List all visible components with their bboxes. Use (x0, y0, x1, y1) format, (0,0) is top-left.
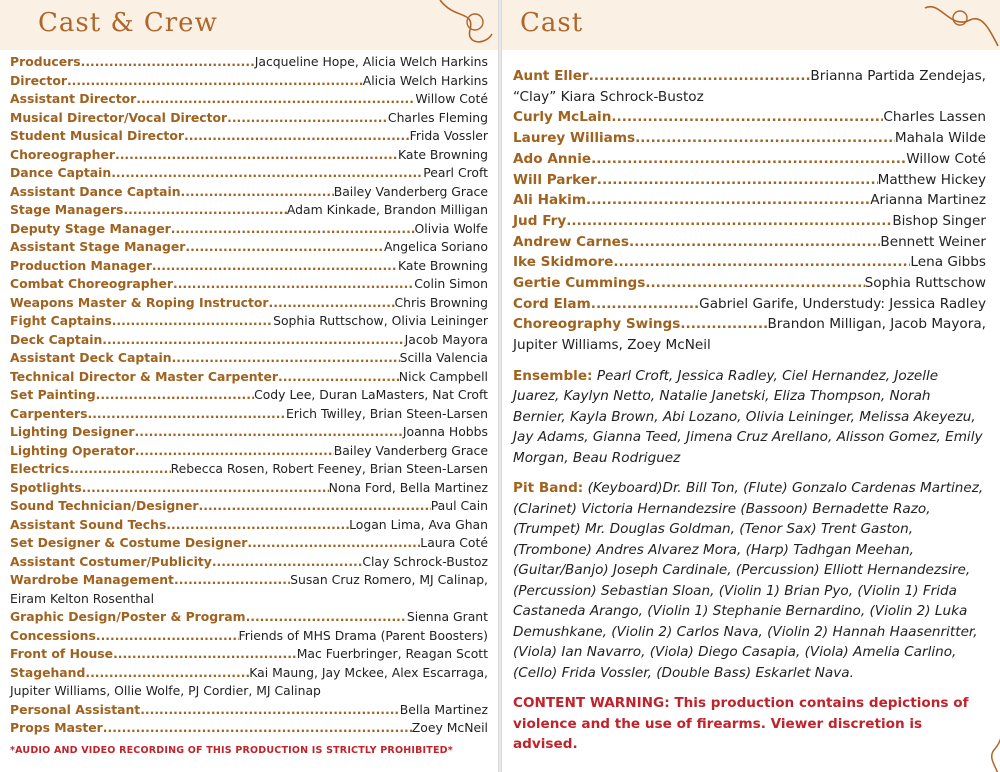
credit-names: Charles Lassen (883, 109, 986, 126)
dot-leader (112, 312, 273, 331)
ensemble-block (513, 366, 986, 469)
credit-names: Erich Twilley, Brian Steen-Larsen (285, 405, 488, 421)
credit-row (10, 479, 488, 498)
credit-row (10, 405, 488, 424)
dot-leader (136, 90, 415, 109)
credit-row (513, 273, 986, 294)
credit-names: Clay Schrock-Bustoz (362, 553, 488, 569)
dot-leader (69, 460, 170, 479)
credit-names: Willow Coté (906, 150, 986, 167)
pit-band-label: Pit Band: (513, 480, 584, 497)
credit-names: Matthew Hickey (877, 171, 986, 188)
pit-band-text: (Keyboard)Dr. Bill Ton, (Flute) Gonzalo Cardenas Martinez, (Clarinet) Victoria Hernandezsire (Bassoon) Bernadette Razo, (Trumpet) Mr. Douglas Goldman, (Tenor Sax) Trent Gaston, (Trombone) Andres Alvarez Mora, (Harp) Tadhgan Meehan, (Guitar/Banjo) Joseph Cardinale, (Percussion) Elliott Hernandezsire, (Percussion) Sebastian Sloan, (Violin 1) Brian Pyo, (Violin 1) Frida Castaneda Arango, (Violin 1) Stephanie Bernardino, (Violin 2) Luka Demushkane, (Violin 2) Carlos Nava, (Violin 2) Hannah Haasenritter, (Viola) Ian Navarro, (Viola) Diego Casapia, (Viola) Amelia Carlino, (Cello) Frida Vossler, (Double Bass) Eskarlet Nava. (513, 480, 984, 681)
credit-row (10, 220, 488, 239)
credit-role: Sound Technician/Designer (10, 498, 199, 513)
dot-leader (680, 314, 767, 335)
content-warning: CONTENT WARNING: This production contains depictions of violence and the use of firearms. Viewer discretion is advised. (513, 695, 969, 753)
credit-names: Mac Fuerbringer, Reagan Scott (296, 646, 488, 661)
cast-section (502, 50, 1000, 755)
credit-row (513, 107, 986, 128)
credit-row (10, 53, 488, 72)
credit-role: Combat Choreographer (10, 276, 173, 291)
credit-role: Stage Managers (10, 202, 124, 217)
credit-role: Concessions (10, 627, 96, 643)
credit-names: Kai Maung, Jay Mckee, Alex Escarraga, (249, 664, 488, 680)
credit-names: Alicia Welch Harkins (362, 72, 488, 88)
credit-names: Chris Browning (394, 294, 488, 310)
credit-names: Brandon Milligan, Jacob Mayora, (767, 316, 986, 333)
credit-role: Choreographer (10, 146, 115, 162)
dot-leader (635, 128, 895, 149)
credit-role: Director (10, 72, 67, 88)
credit-row (10, 516, 488, 535)
credit-names: Adam Kinkade, Brandon Milligan (286, 202, 488, 217)
credit-row (10, 109, 488, 128)
credit-names: Joanna Hobbs (402, 424, 488, 439)
credit-names: Nona Ford, Bella Martinez (328, 479, 488, 495)
credit-role: Assistant Director (10, 91, 137, 106)
credit-names: Jacob Mayora (404, 331, 488, 347)
dot-leader (629, 232, 880, 253)
dot-leader (81, 53, 255, 72)
credit-row (10, 312, 488, 331)
dot-leader (87, 405, 285, 424)
credit-role: Props Master (10, 720, 103, 735)
credit-names: Nick Campbell (398, 368, 488, 384)
credit-names: Friends of MHS Drama (Parent Boosters) (238, 627, 488, 643)
credit-names: Logan Lima, Ava Ghan (349, 516, 488, 532)
credit-names: Bella Martinez (399, 701, 488, 717)
credit-role: Assistant Dance Captain (10, 183, 181, 199)
credit-role: Ado Annie (513, 150, 592, 167)
credit-role: Lighting Operator (10, 442, 135, 458)
dot-leader (173, 275, 414, 294)
credit-role: Curly McLain (513, 109, 612, 126)
dot-leader (113, 645, 297, 664)
credit-names: Bailey Vanderberg Grace (333, 442, 488, 458)
right-page-title: Cast (520, 8, 584, 38)
credit-role: Set Painting (10, 387, 96, 402)
credit-names: Laura Coté (420, 535, 488, 550)
recording-warning: *AUDIO AND VIDEO RECORDING OF THIS PRODUCTION IS STRICTLY PROHIBITED* (10, 744, 453, 756)
credit-names: Cody Lee, Duran LaMasters, Nat Croft (254, 387, 488, 402)
credit-row (10, 442, 488, 461)
credit-row (513, 252, 986, 273)
pit-band-block (513, 478, 986, 683)
credit-row (10, 608, 488, 627)
credit-names: Colin Simon (414, 276, 488, 291)
credit-names: Brianna Partida Zendejas, (810, 68, 986, 84)
credit-row (513, 149, 986, 170)
credit-row (10, 423, 488, 442)
credit-row (10, 238, 488, 257)
credit-role: Deputy Stage Manager (10, 220, 171, 236)
credit-names: Rebecca Rosen, Robert Feeney, Brian Steen-Larsen (170, 461, 488, 476)
credit-role: Producers (10, 54, 81, 69)
credit-names: Willow Coté (415, 91, 488, 106)
dot-leader (184, 127, 410, 146)
credit-names: Paul Cain (430, 498, 488, 513)
credit-names: Kate Browning (398, 257, 488, 273)
ensemble-label: Ensemble: (513, 367, 593, 384)
credit-row (10, 701, 488, 720)
credit-role: Front of House (10, 646, 114, 661)
dot-leader (181, 183, 334, 202)
dot-leader (597, 170, 878, 191)
dot-leader (82, 479, 329, 498)
dot-leader (247, 534, 420, 553)
credit-role: Assistant Costumer/Publicity (10, 553, 212, 569)
dot-leader (246, 608, 407, 627)
credit-row (513, 232, 986, 253)
credit-role: Cord Elam (513, 295, 591, 312)
credit-names: Zoey McNeil (411, 720, 488, 735)
credit-row (513, 190, 986, 211)
credit-row (10, 127, 488, 146)
dot-leader (586, 190, 870, 211)
dot-leader (171, 220, 415, 239)
credit-role: Personal Assistant (10, 701, 141, 717)
credit-names-continued: Jupiter Williams, Ollie Wolfe, PJ Cordier, MJ Calinap (10, 683, 321, 698)
credit-role: Wardrobe Management (10, 572, 174, 587)
credit-names-continued: Eiram Kelton Rosenthal (10, 590, 155, 606)
dot-leader (185, 238, 384, 257)
dot-leader (115, 146, 398, 165)
credit-role: Fight Captains (10, 313, 112, 328)
credit-row (10, 460, 488, 479)
credit-role: Gertie Cummings (513, 275, 646, 292)
credit-row (10, 72, 488, 91)
right-page (502, 0, 1000, 772)
credit-row (10, 645, 488, 664)
credit-role: Electrics (10, 461, 70, 476)
credit-role: Assistant Deck Captain (10, 350, 172, 365)
credit-names: Bennett Weiner (880, 233, 986, 250)
credit-role: Will Parker (513, 171, 597, 188)
credit-names: Sophia Ruttschow (864, 275, 986, 292)
dot-leader (135, 423, 403, 442)
dot-leader (140, 701, 400, 720)
credit-names-continued: “Clay” Kiara Schrock-Bustoz (513, 88, 704, 105)
dot-leader (102, 331, 404, 350)
left-page (0, 0, 498, 772)
credit-names: Olivia Wolfe (414, 220, 488, 236)
credit-names: Mahala Wilde (894, 130, 986, 147)
credit-row (10, 294, 488, 313)
dot-leader (172, 349, 400, 368)
dot-leader (591, 149, 906, 170)
credit-role: Student Musical Director (10, 128, 184, 143)
right-header (502, 0, 1000, 50)
dot-leader (67, 72, 363, 91)
credit-row (513, 294, 986, 315)
credit-role: Weapons Master & Roping Instructor (10, 294, 269, 310)
credit-row (10, 627, 488, 646)
dot-leader (85, 664, 249, 683)
credit-names: Angelica Soriano (383, 239, 488, 254)
credit-names: Susan Cruz Romero, MJ Calinap, (290, 572, 488, 587)
credit-row (10, 183, 488, 202)
credit-row (10, 201, 488, 220)
credit-row (10, 90, 488, 109)
credit-row (513, 170, 986, 191)
credit-names: Lena Gibbs (910, 254, 986, 271)
credit-role: Lighting Designer (10, 424, 135, 439)
dot-leader (611, 107, 883, 128)
credit-row (10, 146, 488, 165)
credit-row (513, 211, 986, 232)
left-page-title: Cast & Crew (38, 8, 218, 38)
credit-role: Assistant Stage Manager (10, 239, 186, 254)
credit-row (513, 314, 986, 335)
credit-role: Andrew Carnes (513, 233, 629, 250)
dot-leader (199, 497, 431, 516)
credit-role: Set Designer & Costume Designer (10, 535, 248, 550)
dot-leader (227, 109, 388, 128)
crew-list (0, 50, 498, 760)
credit-role: Aunt Eller (513, 68, 589, 84)
dot-leader (96, 386, 254, 405)
credit-row (10, 275, 488, 294)
dot-leader (152, 257, 398, 276)
credit-role: Carpenters (10, 405, 88, 421)
credit-role: Spotlights (10, 479, 82, 495)
credit-role: Production Manager (10, 257, 152, 273)
dot-leader (111, 164, 423, 183)
credit-names: Bailey Vanderberg Grace (333, 183, 488, 199)
credit-role: Graphic Design/Poster & Program (10, 609, 246, 624)
dot-leader (103, 719, 412, 738)
credit-names: Charles Fleming (387, 109, 488, 125)
credit-row (10, 164, 488, 183)
credit-row (513, 66, 986, 87)
dot-leader (566, 211, 892, 232)
dot-leader (645, 273, 864, 294)
credit-role: Ike Skidmore (513, 254, 614, 271)
credit-role: Ali Hakim (513, 192, 586, 209)
credit-row (10, 719, 488, 738)
credit-names: Sienna Grant (406, 609, 488, 624)
credit-names: Jacqueline Hope, Alicia Welch Harkins (254, 54, 488, 69)
dot-leader (278, 368, 399, 387)
left-header (0, 0, 498, 50)
credit-row (10, 664, 488, 683)
credit-row (10, 534, 488, 553)
dot-leader (212, 553, 362, 572)
credit-role: Assistant Sound Techs (10, 516, 167, 532)
credit-role: Jud Fry (513, 212, 567, 229)
credit-names: Arianna Martinez (870, 192, 986, 209)
credit-row (10, 257, 488, 276)
credit-names: Gabriel Garife, Understudy: Jessica Radley (699, 295, 986, 312)
rope-decoration-icon (982, 690, 1000, 772)
dot-leader (166, 516, 349, 535)
credit-role: Technical Director & Master Carpenter (10, 368, 278, 384)
ensemble-text: Pearl Croft, Jessica Radley, Ciel Hernandez, Jozelle Juarez, Kaylyn Netto, Natalie Janetski, Eliza Thompson, Norah Bernier, Kayla Brown, Abi Lozano, Olivia Leininger, Melissa Akeyezu, Jay Adams, Gianna Teed, Jimena Cruz Arellano, Alisson Gomez, Emily Morgan, Beau Rodriguez (513, 367, 983, 466)
credit-role: Stagehand (10, 664, 86, 680)
credit-row (10, 331, 488, 350)
dot-leader (123, 201, 286, 220)
dot-leader (591, 294, 699, 315)
credit-names: Bishop Singer (892, 212, 986, 229)
cast-list (513, 66, 986, 356)
credit-role: Laurey Williams (513, 130, 636, 147)
dot-leader (589, 66, 811, 87)
credit-row (10, 497, 488, 516)
credit-row (10, 368, 488, 387)
credit-row (10, 553, 488, 572)
credit-row (10, 571, 488, 590)
credit-names-continued: Jupiter Williams, Zoey McNeil (513, 337, 711, 354)
credit-names: Pearl Croft (423, 165, 488, 180)
rope-decoration-icon (920, 0, 1000, 50)
credit-names: Frida Vossler (409, 128, 488, 143)
credit-role: Deck Captain (10, 331, 103, 347)
credit-role: Choreography Swings (513, 316, 681, 333)
credit-names: Kate Browning (398, 146, 488, 162)
credit-row (10, 349, 488, 368)
dot-leader (269, 294, 395, 313)
credit-names: Sophia Ruttschow, Olivia Leininger (273, 313, 488, 328)
dot-leader (96, 627, 239, 646)
credit-role: Musical Director/Vocal Director (10, 109, 228, 125)
credit-row (10, 386, 488, 405)
dot-leader (174, 571, 290, 590)
dot-leader (613, 252, 910, 273)
credit-names: Scilla Valencia (399, 350, 488, 365)
dot-leader (135, 442, 334, 461)
credit-role: Dance Captain (10, 165, 112, 180)
credit-row (513, 128, 986, 149)
